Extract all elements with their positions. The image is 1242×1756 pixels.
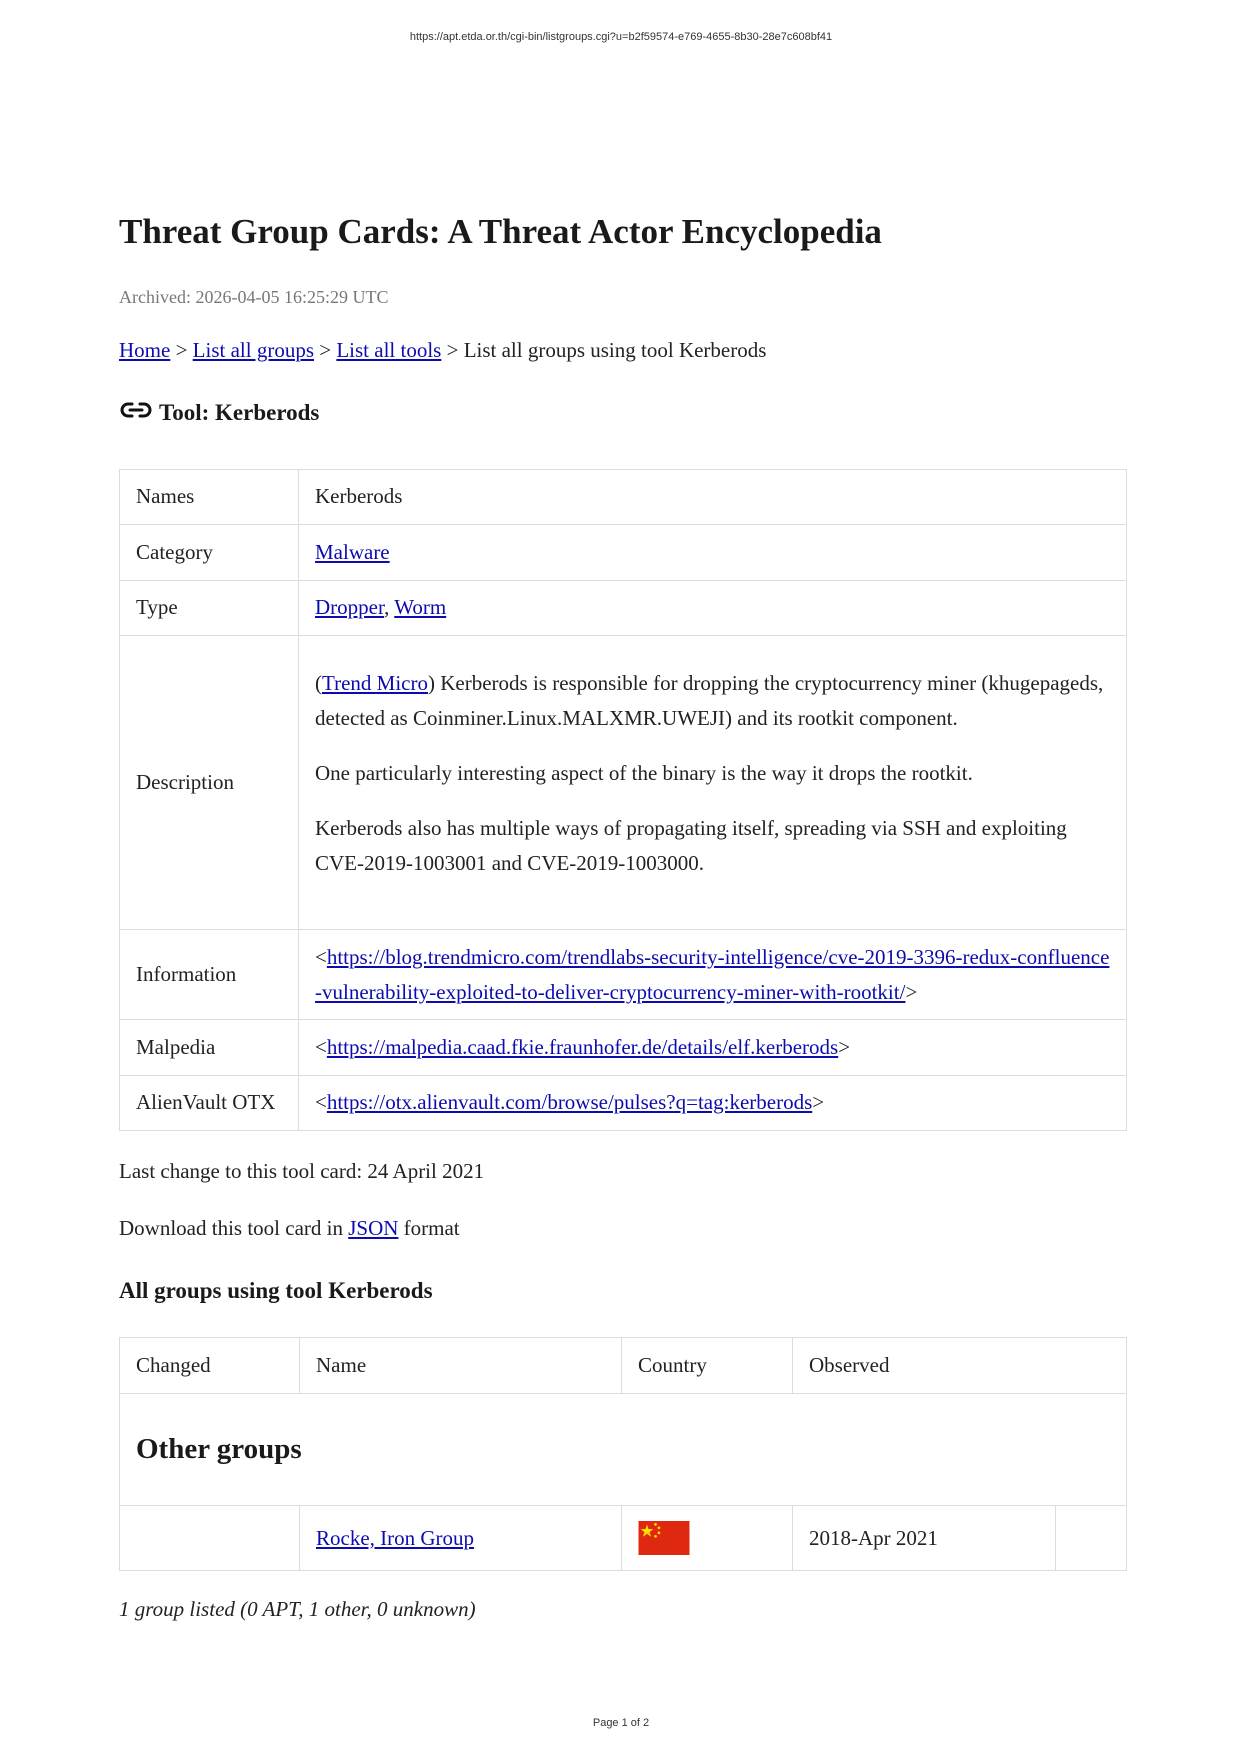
table-row [120, 581, 1127, 636]
json-download-link[interactable]: JSON [348, 1216, 399, 1240]
type-worm-link[interactable]: Worm [394, 595, 447, 620]
observed-cell: 2018-Apr 2021 [793, 1506, 1056, 1571]
download-suffix: format [398, 1216, 460, 1240]
angle-close: > [812, 1090, 825, 1115]
description-text: ) Kerberods is responsible for dropping the cryptocurrency miner (khugepageds, detected as Coinminer.Linux.MALXMR.UWEJI) and its rootkit component. [315, 671, 1104, 730]
trend-micro-link[interactable]: Trend Micro [322, 671, 428, 695]
groups-summary: 1 group listed (0 APT, 1 other, 0 unknown) [119, 1597, 476, 1621]
groups-heading: All groups using tool Kerberods [119, 1278, 433, 1303]
breadcrumb-separator: > [441, 338, 464, 362]
section-heading-other-groups: Other groups [120, 1394, 1127, 1506]
table-row [120, 930, 1127, 1020]
type-label: Type [120, 581, 299, 636]
groups-header-row [120, 1338, 1127, 1394]
otx-link[interactable]: https://otx.alienvault.com/browse/pulses?q=tag:kerberods [326, 1090, 813, 1115]
names-value: Kerberods [299, 470, 1127, 525]
malpedia-label: Malpedia [120, 1020, 299, 1076]
tool-heading [119, 400, 319, 426]
table-row [120, 470, 1127, 525]
description-paragraph: One particularly interesting aspect of the binary is the way it drops the rootkit. [315, 761, 973, 785]
breadcrumb [119, 338, 766, 363]
angle-close: > [838, 1034, 851, 1059]
page-number: Page 1 of 2 [592, 1717, 650, 1729]
china-flag-icon [638, 1521, 690, 1555]
breadcrumb-groups-link[interactable]: List all groups [192, 338, 314, 362]
breadcrumb-separator: > [314, 338, 337, 362]
otx-label: AlienVault OTX [120, 1076, 299, 1131]
category-label: Category [120, 525, 299, 581]
table-row [120, 1076, 1127, 1131]
otx-cell [299, 1076, 1127, 1131]
type-dropper-link[interactable]: Dropper [315, 595, 385, 620]
column-header-country: Country [622, 1338, 793, 1394]
angle-open: < [315, 944, 327, 969]
description-open-paren: ( [315, 671, 322, 695]
names-label: Names [120, 470, 299, 525]
category-link[interactable]: Malware [315, 539, 390, 564]
information-label: Information [120, 930, 299, 1020]
information-link[interactable]: https://blog.trendmicro.com/trendlabs-security-intelligence/cve-2019-3396-redux-confluence-vulnerability-exploited-to-deliver-cryptocurrency-miner-with-rootkit/ [315, 944, 1110, 1004]
type-cell [299, 581, 1127, 636]
page-title: Threat Group Cards: A Threat Actor Encyclopedia [119, 212, 882, 251]
changed-cell [120, 1506, 300, 1571]
table-row [120, 1020, 1127, 1076]
column-header-observed: Observed [793, 1338, 1127, 1394]
table-row [120, 636, 1127, 930]
column-header-name: Name [300, 1338, 622, 1394]
country-cell [622, 1506, 793, 1571]
link-icon [119, 400, 153, 422]
section-row [120, 1394, 1127, 1506]
download-line [119, 1216, 460, 1241]
download-prefix: Download this tool card in [119, 1216, 349, 1240]
description-paragraph: Kerberods also has multiple ways of propagating itself, spreading via SSH and exploiting CVE-2019-1003001 and CVE-2019-1003000. [315, 816, 1067, 875]
information-cell [299, 930, 1127, 1020]
malpedia-cell [299, 1020, 1127, 1076]
print-header-url: https://apt.etda.or.th/cgi-bin/listgroups.cgi?u=b2f59574-e769-4655-8b30-28e7c608bf41 [409, 31, 833, 43]
breadcrumb-separator: > [170, 338, 193, 362]
category-cell [299, 525, 1127, 581]
malpedia-link[interactable]: https://malpedia.caad.fkie.fraunhofer.de/details/elf.kerberods [326, 1034, 839, 1059]
breadcrumb-current: List all groups using tool Kerberods [463, 338, 767, 362]
description-label: Description [120, 636, 299, 930]
angle-close: > [905, 979, 918, 1004]
table-row [120, 525, 1127, 581]
type-separator: , [384, 595, 395, 620]
breadcrumb-home-link[interactable]: Home [119, 338, 171, 362]
name-cell [300, 1506, 622, 1571]
last-change-text: Last change to this tool card: 24 April 2021 [119, 1159, 485, 1183]
group-rocke-link[interactable]: Rocke, Iron Group [316, 1525, 475, 1550]
tool-heading-text: Tool: Kerberods [159, 400, 320, 425]
tool-card-table [119, 469, 1127, 1131]
empty-cell [1056, 1506, 1127, 1571]
angle-open: < [315, 1034, 327, 1059]
table-row [120, 1506, 1127, 1571]
groups-table [119, 1337, 1127, 1571]
archived-timestamp: Archived: 2026-04-05 16:25:29 UTC [119, 287, 389, 307]
column-header-changed: Changed [120, 1338, 300, 1394]
description-cell [299, 636, 1127, 930]
description-paragraph [315, 666, 1110, 736]
breadcrumb-tools-link[interactable]: List all tools [336, 338, 442, 362]
angle-open: < [315, 1090, 327, 1115]
